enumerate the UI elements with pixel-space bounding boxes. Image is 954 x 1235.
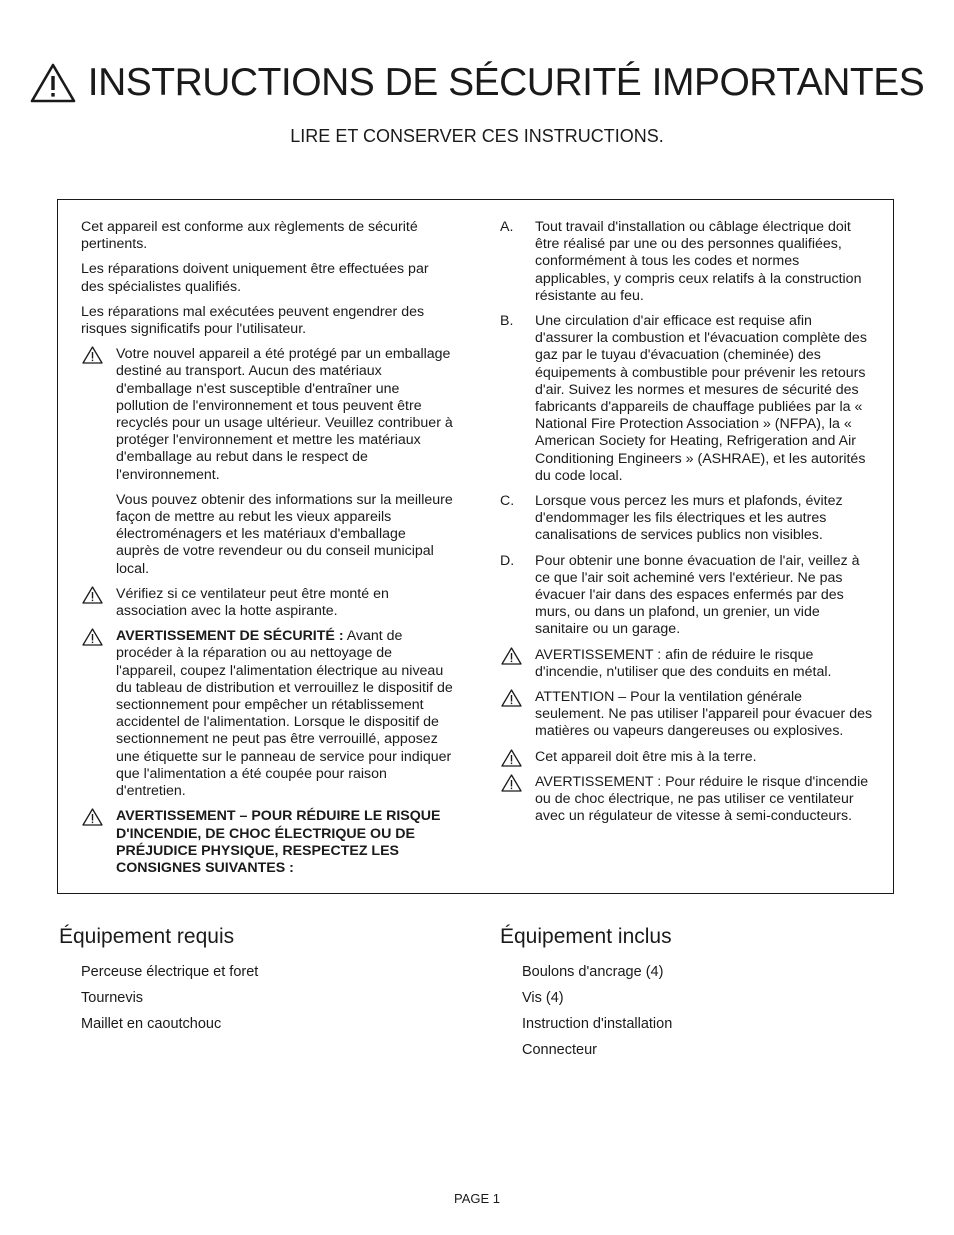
warning-item	[81, 346, 453, 484]
safety-paragraph: Cet appareil est conforme aux règlements de sécurité pertinents.	[81, 219, 418, 253]
page-title: INSTRUCTIONS DE SÉCURITÉ IMPORTANTES	[87, 61, 925, 104]
warning-bold-text: AVERTISSEMENT – POUR RÉDUIRE LE RISQUE D'INCENDIE, DE CHOC ÉLECTRIQUE OU DE PRÉJUDICE PHYSIQUE, RESPECTEZ LES CONSIGNES SUIVANTES :	[116, 808, 441, 876]
warning-bold-label: AVERTISSEMENT DE SÉCURITÉ :	[116, 628, 344, 645]
list-item: Boulons d'ancrage (4)	[522, 964, 664, 980]
list-item: Perceuse électrique et foret	[81, 964, 259, 980]
lettered-item	[500, 219, 873, 305]
item-letter: C.	[500, 493, 515, 510]
warning-triangle-icon	[501, 689, 522, 707]
item-letter: A.	[500, 219, 514, 235]
page-header	[0, 60, 954, 106]
list-item: Connecteur	[522, 1042, 597, 1058]
safety-paragraph: Les réparations mal exécutées peuvent engendrer des risques significatifs pour l'utilisateur.	[81, 303, 425, 338]
warning-item	[81, 808, 453, 877]
item-letter: D.	[500, 552, 515, 569]
lettered-item	[500, 553, 873, 639]
warning-text: Votre nouvel appareil a été protégé par un emballage destiné au transport. Aucun des matériaux d'emballage n'est susceptible d'entraîner une pollution de l'environnement et tous peuvent être recyclés pour un usage ultérieur. Veuillez contribuer à protéger l'environnement et mettre les matériaux d'emballage au rebut dans le respect de l'environnement.	[116, 346, 453, 483]
safety-left-column	[81, 219, 453, 885]
list-item: Maillet en caoutchouc	[81, 1016, 222, 1032]
warning-continuation: Vous pouvez obtenir des informations sur la meilleure façon de mettre au rebut les vieux appareils électroménagers et les matériaux d'emballage auprès de votre revendeur ou du conseil municipal local.	[116, 491, 453, 577]
warning-triangle-icon	[82, 346, 103, 364]
lettered-item	[500, 313, 873, 485]
warning-text: Avant de procéder à la réparation ou au nettoyage de l'appareil, coupez l'alimentation électrique au niveau du tableau de distribution et verrouillez le dispositif de sectionnement pour empêcher un rétablissement accidentel de l'alimentation. Lorsque le dispositif de sectionnement ne peut pas être verrouillé, apposez une étiquette sur le panneau de service pour indiquer que l'alimentation a été coupée pour raison d'entretien.	[116, 628, 453, 800]
lettered-item	[500, 493, 873, 545]
warning-text: Cet appareil doit être mis à la terre.	[535, 748, 757, 765]
item-text: Tout travail d'installation ou câblage électrique doit être réalisé par une ou des personnes qualifiées, conformément à tous les codes et normes applicables, y compris ceux relatifs à la construction résistante au feu.	[535, 219, 862, 304]
list-item: Vis (4)	[522, 990, 564, 1006]
warning-triangle-icon	[30, 63, 76, 103]
list-item: Tournevis	[81, 990, 144, 1006]
item-letter: B.	[500, 313, 514, 330]
equipment-required-list	[81, 964, 258, 1042]
warning-item	[81, 628, 453, 800]
warning-triangle-icon	[82, 586, 103, 604]
warning-item	[81, 586, 453, 620]
warning-text: AVERTISSEMENT : afin de réduire le risque d'incendie, n'utiliser que des conduits en métal.	[535, 646, 832, 680]
warning-item	[500, 689, 873, 741]
equipment-included-heading: Équipement inclus	[500, 925, 672, 948]
list-item: Instruction d'installation	[522, 1016, 673, 1032]
page-number: PAGE 1	[453, 1191, 500, 1206]
warning-text: AVERTISSEMENT : Pour réduire le risque d'incendie ou de choc électrique, ne pas utiliser ce ventilateur avec un régulateur de vitesse à semi-conducteurs.	[535, 773, 869, 825]
safety-paragraph: Les réparations doivent uniquement être effectuées par des spécialistes qualifiés.	[81, 261, 429, 295]
warning-triangle-icon	[501, 774, 522, 792]
warning-item	[500, 749, 873, 766]
warning-triangle-icon	[82, 808, 103, 826]
item-text: Pour obtenir une bonne évacuation de l'air, veillez à ce que l'air soit acheminé vers l'extérieur. Ne pas évacuer l'air dans des espaces enfermés par des murs, ou dans un plafond, un grenier, un vide sanitaire ou un garage.	[535, 552, 860, 638]
warning-triangle-icon	[501, 647, 522, 665]
safety-box	[57, 199, 894, 894]
item-text: Lorsque vous percez les murs et plafonds, évitez d'endommager les fils électriques et les autres canalisations de services publics non visibles.	[535, 493, 843, 544]
warning-item	[500, 647, 873, 681]
warning-triangle-icon	[501, 749, 522, 767]
warning-text: Vérifiez si ce ventilateur peut être monté en association avec la hotte aspirante.	[116, 585, 389, 620]
warning-triangle-icon	[82, 628, 103, 646]
warning-text: ATTENTION – Pour la ventilation générale seulement. Ne pas utiliser l'appareil pour évacuer des matières ou vapeurs dangereuses ou explosives.	[535, 689, 873, 740]
page-subtitle: LIRE ET CONSERVER CES INSTRUCTIONS.	[290, 126, 664, 146]
equipment-included-list	[522, 964, 672, 1068]
item-text: Une circulation d'air efficace est requise afin d'assurer la combustion et l'évacuation complète des gaz par le tuyau d'évacuation (cheminée) des équipements à combustible pour prévenir les retours d'air. Suivez les normes et mesures de sécurité des fabricants d'appareils de chauffage publiées par la « National Fire Protection Association » (NFPA), la « American Society for Heating, Refrigeration and Air Conditioning Engineers » (ASHRAE), et les autorités du code local.	[535, 313, 867, 484]
equipment-required-heading: Équipement requis	[59, 925, 235, 948]
safety-right-column	[500, 219, 873, 834]
warning-item	[500, 774, 873, 826]
